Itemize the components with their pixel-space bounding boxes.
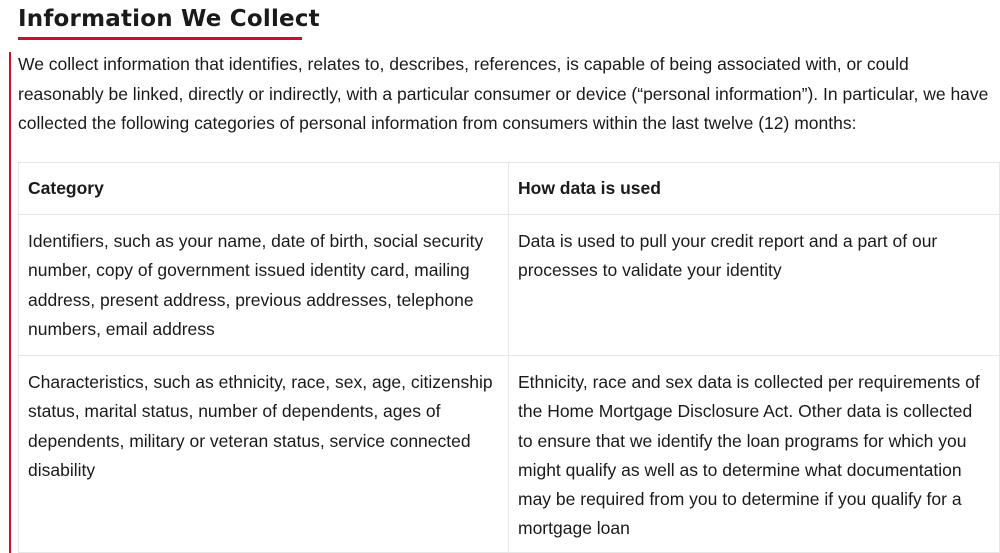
table-header-row (19, 163, 1000, 215)
header-category: Category (19, 163, 509, 215)
table-row (19, 356, 1000, 553)
table-row (19, 215, 1000, 356)
category-cell: Identifiers, such as your name, date of birth, social security number, copy of government issued identity card, mailing address, present address, previous addresses, telephone numbers, email address (19, 215, 509, 356)
usage-cell: Data is used to pull your credit report and a part of our processes to validate your identity (509, 215, 1000, 356)
section-heading: Information We Collect (18, 6, 320, 32)
personal-info-table (18, 162, 1000, 553)
section-heading-wrap (18, 4, 320, 40)
left-accent-rule (9, 52, 11, 553)
usage-cell: Ethnicity, race and sex data is collected per requirements of the Home Mortgage Disclosure Act. Other data is collected to ensure that we identify the loan programs for which you might qualify as well as to determine what documentation may be required from you to determine if you qualify for a mortgage loan (509, 356, 1000, 553)
header-usage: How data is used (509, 163, 1000, 215)
heading-underline (18, 37, 302, 40)
intro-paragraph: We collect information that identifies, relates to, describes, references, is capable of being associated with, or could reasonably be linked, directly or indirectly, with a particular consumer or device (“personal information”). In particular, we have collected the following categories of personal information from consumers within the last twelve (12) months: (18, 54, 989, 133)
category-cell: Characteristics, such as ethnicity, race, sex, age, citizenship status, marital status, number of dependents, ages of dependents, military or veteran status, service connected disability (19, 356, 509, 553)
